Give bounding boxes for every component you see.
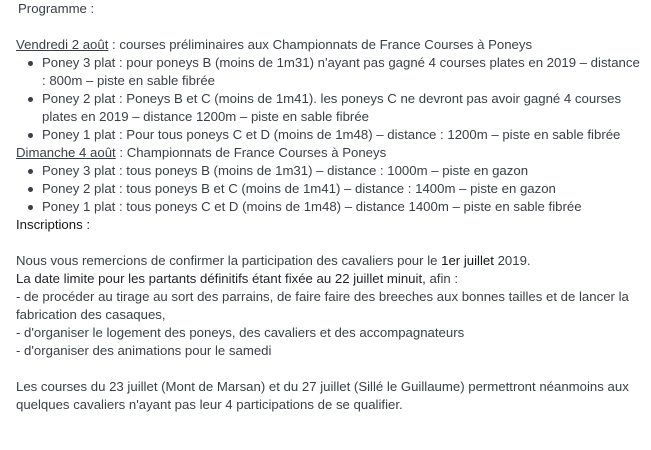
section-dimanche-list: [16, 162, 642, 216]
section-dimanche-title: : Championnats de France Courses à Poneys: [115, 145, 387, 160]
closing-paragraph: Les courses du 23 juillet (Mont de Marsan) et du 27 juillet (Sillé le Guillaume) permettront néanmoins aux quelques cavaliers n'ayant pas leur 4 participations de se qualifier.: [16, 379, 629, 412]
purpose-item: - d'organiser le logement des poneys, des cavaliers et des accompagnateurs: [16, 325, 465, 340]
section-vendredi-list: [16, 54, 642, 144]
purpose-item: - d'organiser des animations pour le samedi: [16, 343, 272, 358]
spacer: [16, 18, 642, 36]
section-vendredi-heading: [16, 36, 642, 54]
section-vendredi-date: Vendredi 2 août: [16, 37, 109, 52]
confirm-date: 1er juillet: [441, 253, 494, 268]
spacer: [16, 234, 642, 252]
section-dimanche-heading: [16, 144, 642, 162]
section-dimanche-date: Dimanche 4 août: [16, 145, 116, 160]
list-item: Poney 1 plat : Pour tous poneys C et D (moins de 1m48) – distance : 1200m – piste en sable fibrée: [42, 126, 642, 144]
deadline-paragraph: [16, 270, 642, 288]
programme-heading: Programme :: [18, 1, 95, 16]
confirm-year: 2019.: [493, 253, 531, 268]
confirm-paragraph: [16, 252, 642, 270]
confirm-text: Nous vous remercions de confirmer la participation des cavaliers pour le: [16, 253, 442, 268]
list-item: Poney 2 plat : tous poneys B et C (moins de 1m41) – distance : 1400m – piste en gazon: [42, 180, 642, 198]
deadline-text: La date limite pour les partants définitifs étant fixée au 22 juillet minuit,: [16, 271, 426, 286]
purpose-item: - de procéder au tirage au sort des parrains, de faire faire des breeches aux bonnes tailles et de lancer la fabrication des casaques,: [16, 289, 629, 322]
spacer: [16, 360, 642, 378]
list-item: Poney 1 plat : tous poneys C et D (moins de 1m48) – distance 1400m – piste en sable fibrée: [42, 198, 642, 216]
section-vendredi-title: : courses préliminaires aux Championnats de France Courses à Poneys: [108, 37, 533, 52]
deadline-afin: afin :: [425, 271, 459, 286]
document-body: [16, 0, 642, 414]
list-item: Poney 3 plat : tous poneys B (moins de 1m31) – distance : 1000m – piste en gazon: [42, 162, 642, 180]
inscriptions-heading: Inscriptions :: [16, 217, 91, 232]
list-item: Poney 2 plat : Poneys B et C (moins de 1m41). les poneys C ne devront pas avoir gagné 4 courses plates en 2019 – distance 1200m – piste en sable fibrée: [42, 90, 642, 126]
list-item: Poney 3 plat : pour poneys B (moins de 1m31) n'ayant pas gagné 4 courses plates en 2019 – distance : 800m – piste en sable fibrée: [42, 54, 642, 90]
